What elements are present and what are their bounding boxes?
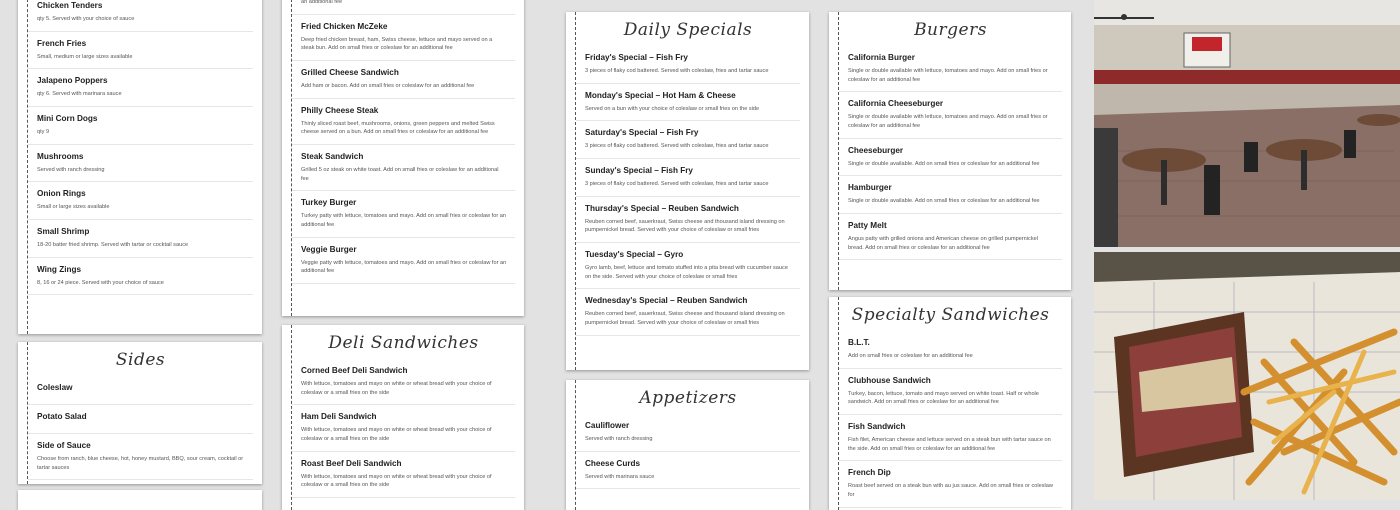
menu-item-description: Single or double available with lettuce, tomatoes and mayo. Add on small fries or coleslaw for an additional fee: [848, 114, 1048, 129]
menu-item-name: Fish Sandwich: [848, 421, 906, 431]
menu-item-name: Philly Cheese Steak: [301, 105, 379, 115]
menu-item-name: B.L.T.: [848, 338, 870, 347]
menu-item-description: Single or double available. Add on small fries or coleslaw for an additional fee: [848, 198, 1040, 205]
menu-item-cheese-curds: [576, 452, 800, 490]
menu-item-potato-salad: [28, 405, 253, 434]
menu-item-coleslaw: [28, 376, 253, 405]
menu-item-name: Veggie Burger: [301, 244, 357, 254]
menu-item-description: Turkey, bacon, lettuce, tomato and mayo served on white toast. Half or whole sandwich. Add on small fries or coleslaw for an additional fee: [848, 390, 1039, 406]
menu-item-name: Turkey Burger: [301, 198, 357, 208]
menu-item-hamburger: [839, 176, 1062, 214]
menu-item-mushrooms: [28, 145, 253, 183]
menu-item-name: Steak Sandwich: [301, 151, 364, 161]
menu-item-description: qty 5. Served with your choice of sauce: [37, 16, 135, 22]
sides-list: [27, 342, 253, 484]
daily-specials-card: [566, 12, 809, 370]
menu-item-name: Onion Rings: [37, 189, 86, 199]
menu-item-california-burger: [839, 46, 1062, 92]
menu-item-name: Ham Deli Sandwich: [301, 412, 377, 422]
menu-item-description: Served with ranch dressing: [37, 166, 105, 173]
menu-item-jalapeno-poppers: [28, 69, 253, 107]
menu-item-ham-deli-sandwich: [292, 405, 515, 451]
menu-item-name: Thursday's Special – Reuben Sandwich: [585, 203, 739, 213]
menu-item-name: Fried Chicken McZeke: [301, 21, 388, 31]
menu-item-description: Reuben corned beef, sauerkraut, Swiss cheese and thousand island dressing on pumpernickel bread. Served with your choice of coleslaw or small fries: [585, 218, 785, 234]
menu-item-veggie-burger: [292, 238, 515, 284]
section-title-appetizers: Appetizers: [639, 388, 737, 408]
menu-item-patty-melt: [839, 214, 1062, 260]
menu-item-clubhouse-sandwich: [839, 369, 1062, 415]
list-item-fragment: [292, 0, 515, 15]
menu-item-name: Clubhouse Sandwich: [848, 375, 931, 385]
menu-item-description: Small, medium or large sizes available: [37, 53, 133, 60]
menu-item-description: Thinly sliced roast beef, mushrooms, onions, green peppers and melted Swiss cheese served on a bun. Add on small fries or coleslaw for an additional fee: [301, 120, 495, 136]
menu-item-description: 3 pieces of flaky cod battered. Served with coleslaw, fries and tartar sauce: [585, 68, 769, 74]
menu-item-side-of-sauce: [28, 434, 253, 480]
menu-item-mini-corn-dogs: [28, 107, 253, 145]
menu-item-description: Add ham or bacon. Add on small fries or coleslaw for an additional fee: [301, 82, 475, 89]
menu-item-name: Side of Sauce: [37, 441, 91, 450]
section-title-daily: Daily Specials: [623, 20, 753, 40]
menu-item-philly-cheese-steak: [292, 99, 515, 145]
section-title-burgers: Burgers: [914, 20, 987, 40]
menu-item-name: French Fries: [37, 38, 87, 48]
menu-item-wing-zings: [28, 258, 253, 296]
menu-item-sunday-s-special-fish-fry: [576, 159, 800, 197]
menu-item-name: Wednesday's Special – Reuben Sandwich: [585, 296, 748, 306]
deli-card: [282, 325, 524, 510]
menu-item-thursday-s-special-reuben-sandwich: [576, 197, 800, 243]
menu-item-description: Gyro lamb, beef, lettuce and tomato stuffed into a pita bread with cucumber sauce on the side. Served with your choice of coleslaw or small fries: [585, 264, 788, 280]
menu-item-name: Small Shrimp: [37, 226, 90, 236]
menu-item-name: Roast Beef Deli Sandwich: [301, 458, 402, 468]
menu-item-chicken-tenders: [28, 0, 253, 32]
menu-card-continued-2: [282, 0, 524, 316]
menu-item-friday-s-special-fish-fry: [576, 46, 800, 84]
item-fragment-text: an additional fee: [301, 0, 343, 5]
reuben-fries-photo: [1094, 252, 1400, 500]
menu-item-description: 18-20 batter fried shrimp. Served with tartar or cocktail sauce: [37, 241, 189, 248]
menu-item-name: Mushrooms: [37, 151, 84, 161]
appetizers-card: [566, 380, 809, 510]
menu-item-description: Fish filet, American cheese and lettuce served on a steak bun with tartar sauce on the side. Add on small fries or coleslaw for an additional fee: [848, 436, 1051, 452]
appetizers-list: [575, 380, 800, 510]
menu-item-description: Served with ranch dressing: [585, 436, 653, 442]
menu-item-steak-sandwich: [292, 145, 515, 191]
specialty-list: [838, 297, 1062, 510]
menu-item-tuesday-s-special-gyro: [576, 243, 800, 289]
menu-item-description: Angus patty with grilled onions and American cheese on grilled pumpernickel bread. Add on small fries or coleslaw for an additional fee: [848, 235, 1038, 251]
menu-item-name: Grilled Cheese Sandwich: [301, 67, 399, 77]
menu-item-turkey-burger: [292, 191, 515, 237]
menu-item-cauliflower: [576, 414, 800, 452]
menu-item-name: Tuesday's Special – Gyro: [585, 249, 684, 259]
menu-item-name: Sunday's Special – Fish Fry: [585, 165, 693, 175]
menu-item-fish-sandwich: [839, 415, 1062, 461]
menu-item-description: Single or double available with lettuce, tomatoes and mayo. Add on small fries or coleslaw for an additional fee: [848, 68, 1048, 83]
menu-item-french-dip: [839, 461, 1062, 507]
menu-item-french-fries: [28, 32, 253, 70]
sandwich-list: [291, 0, 515, 316]
menu-item-name: Jalapeno Poppers: [37, 76, 108, 86]
menu-item-description: Reuben corned beef, sauerkraut, Swiss cheese and thousand island dressing on pumpernickel bread. Served with your choice of coleslaw or small fries: [585, 311, 785, 326]
deli-list: [291, 325, 515, 510]
menu-item-description: Add on small fries or coleslaw for an additional fee: [848, 353, 973, 359]
menu-item-name: Corned Beef Deli Sandwich: [301, 366, 408, 375]
section-title-sides: Sides: [115, 350, 166, 370]
menu-item-description: Turkey patty with lettuce, tomatoes and mayo. Add on small fries or coleslaw for an additional fee: [301, 213, 506, 228]
burgers-card: [829, 12, 1071, 290]
menu-item-description: 8, 16 or 24 piece. Served with your choice of sauce: [37, 279, 164, 286]
menu-item-roast-beef-deli-sandwich: [292, 452, 515, 498]
menu-item-monday-s-special-hot-ham-cheese: [576, 84, 800, 122]
specialty-card: [829, 297, 1071, 510]
menu-item-name: Cheese Curds: [585, 458, 641, 468]
menu-item-name: Mini Corn Dogs: [37, 113, 98, 123]
menu-item-description: qty 6. Served with marinara sauce: [37, 91, 122, 98]
menu-item-name: Patty Melt: [848, 220, 887, 230]
menu-item-name: Chicken Tenders: [37, 1, 103, 10]
menu-item-cheeseburger: [839, 139, 1062, 177]
menu-item-onion-rings: [28, 182, 253, 220]
menu-card-continued-1: [18, 0, 262, 334]
menu-item-wednesday-s-special-reuben-sandwich: [576, 289, 800, 335]
menu-item-saturday-s-special-fish-fry: [576, 121, 800, 159]
menu-item-description: With lettuce, tomatoes and mayo on white or wheat bread with your choice of coleslaw or a small fries on the side: [301, 381, 492, 396]
menu-item-description: With lettuce, tomatoes and mayo on white or wheat bread with your choice of coleslaw or a small fries on the side: [301, 427, 492, 442]
menu-item-description: Small or large sizes available: [37, 204, 110, 211]
menu-list: [27, 0, 253, 334]
daily-specials-list: [575, 12, 800, 370]
menu-item-description: Served on a bun with your choice of coleslaw or small fries on the side: [585, 105, 760, 112]
menu-item-description: 3 pieces of flaky cod battered. Served with coleslaw, fries and tartar sauce: [585, 180, 769, 187]
menu-item-name: Hamburger: [848, 183, 892, 193]
restaurant-interior-photo: [1094, 0, 1400, 247]
section-title-specialty: Specialty Sandwiches: [851, 305, 1050, 325]
menu-item-description: With lettuce, tomatoes and mayo on white or wheat bread with your choice of coleslaw or a small fries on the side: [301, 473, 492, 489]
section-title-deli: Deli Sandwiches: [328, 333, 479, 353]
menu-item-grilled-cheese-sandwich: [292, 61, 515, 99]
next-card-stub: [18, 490, 262, 510]
menu-item-name: Cauliflower: [585, 421, 630, 430]
menu-item-b-l-t: [839, 331, 1062, 369]
menu-item-name: Wing Zings: [37, 264, 82, 274]
menu-item-fried-chicken-mczeke: [292, 15, 515, 61]
menu-item-description: Single or double available. Add on small fries or coleslaw for an additional fee: [848, 160, 1040, 167]
menu-item-description: Roast beef served on a steak bun with au jus sauce. Add on small fries or coleslaw for: [848, 483, 1053, 498]
menu-item-name: Saturday's Special – Fish Fry: [585, 128, 699, 138]
menu-item-name: Friday's Special – Fish Fry: [585, 53, 688, 62]
menu-item-description: Choose from ranch, blue cheese, hot, honey mustard, BBQ, sour cream, cocktail or tartar sauces: [37, 456, 244, 471]
menu-item-description: Veggie patty with lettuce, tomatoes and mayo. Add on small fries or coleslaw for an additional fee: [301, 259, 507, 275]
menu-item-name: Coleslaw: [37, 383, 73, 392]
menu-item-name: California Burger: [848, 53, 915, 62]
menu-item-name: Cheeseburger: [848, 145, 904, 155]
menu-item-corned-beef-deli-sandwich: [292, 359, 515, 405]
menu-item-description: Deep fried chicken breast, ham, Swiss cheese, lettuce and mayo served on a steak bun. Add on small fries or coleslaw for an additional fee: [301, 36, 493, 52]
menu-item-description: Served with marinara sauce: [585, 473, 655, 480]
menu-item-small-shrimp: [28, 220, 253, 258]
menu-item-name: California Cheeseburger: [848, 99, 944, 109]
burgers-list: [838, 12, 1062, 290]
menu-item-name: Potato Salad: [37, 412, 87, 421]
sides-card: [18, 342, 262, 484]
menu-item-description: 3 pieces of flaky cod battered. Served with coleslaw, fries and tartar sauce: [585, 143, 769, 150]
menu-item-name: French Dip: [848, 468, 891, 478]
menu-item-name: Monday's Special – Hot Ham & Cheese: [585, 90, 736, 100]
menu-item-california-cheeseburger: [839, 92, 1062, 138]
menu-item-description: qty 9: [37, 128, 50, 135]
menu-item-description: Grilled 5 oz steak on white toast. Add on small fries or coleslaw for an additional fee: [301, 166, 499, 182]
